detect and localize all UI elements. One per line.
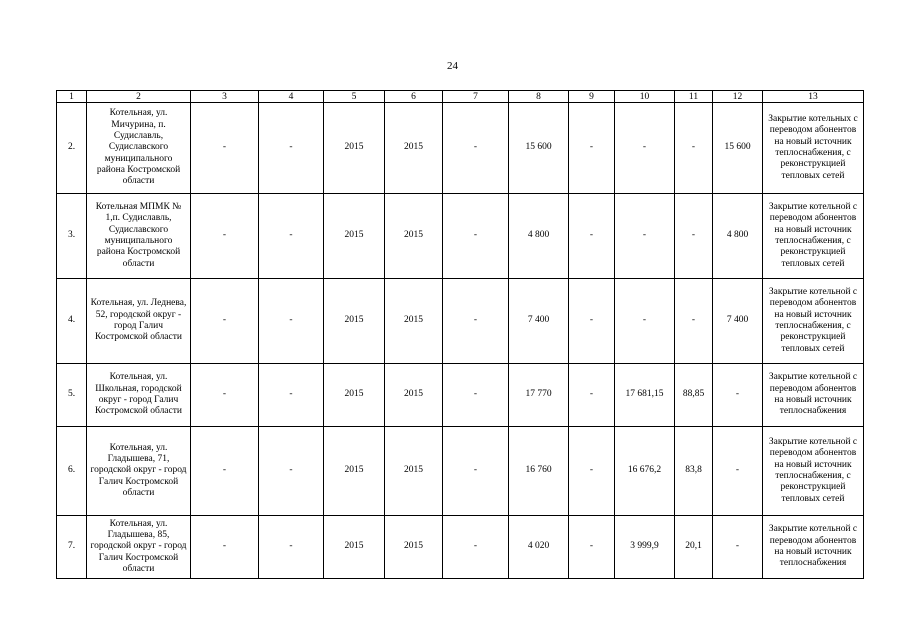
facility-name: Котельная, ул. Мичурина, п. Судиславль, Судиславского муниципального района Костромской области [87, 103, 191, 194]
table-cell: - [713, 364, 763, 427]
header-row [57, 91, 864, 103]
table-cell: - [675, 279, 713, 364]
table-row [57, 516, 864, 579]
table-row [57, 364, 864, 427]
table-cell: - [259, 279, 324, 364]
table-cell: - [713, 427, 763, 516]
total-amount: 16 760 [509, 427, 569, 516]
end-year: 2015 [385, 103, 443, 194]
table-cell: - [569, 194, 615, 279]
facility-name: Котельная, ул. Школьная, городской округ - город Галич Костромской области [87, 364, 191, 427]
table-cell: 88,85 [675, 364, 713, 427]
total-amount: 4 020 [509, 516, 569, 579]
action-description: Закрытие котельных с переводом абонентов на новый источник теплоснабжения, с реконструкцией тепловых сетей [763, 103, 864, 194]
row-number: 5. [57, 364, 87, 427]
table-cell: - [615, 194, 675, 279]
action-description: Закрытие котельной с переводом абонентов на новый источник теплоснабжения, с реконструкцией тепловых сетей [763, 194, 864, 279]
table-cell: - [569, 279, 615, 364]
table-cell: - [443, 427, 509, 516]
table-cell: 17 681,15 [615, 364, 675, 427]
table-cell: 20,1 [675, 516, 713, 579]
table-cell: - [569, 427, 615, 516]
table-cell: - [191, 516, 259, 579]
table-cell: - [191, 364, 259, 427]
row-number: 2. [57, 103, 87, 194]
table-row [57, 427, 864, 516]
column-header: 13 [763, 91, 864, 103]
table-cell: 7 400 [713, 279, 763, 364]
end-year: 2015 [385, 279, 443, 364]
row-number: 4. [57, 279, 87, 364]
start-year: 2015 [324, 427, 385, 516]
action-description: Закрытие котельной с переводом абонентов на новый источник теплоснабжения, с реконструкцией тепловых сетей [763, 279, 864, 364]
column-header: 7 [443, 91, 509, 103]
table-cell: - [675, 194, 713, 279]
table-cell: 15 600 [713, 103, 763, 194]
table-cell: - [191, 103, 259, 194]
table-cell: - [615, 279, 675, 364]
table-row [57, 279, 864, 364]
start-year: 2015 [324, 194, 385, 279]
column-header: 3 [191, 91, 259, 103]
table-cell: 83,8 [675, 427, 713, 516]
table-cell: - [259, 427, 324, 516]
table-cell: - [675, 103, 713, 194]
column-header: 10 [615, 91, 675, 103]
end-year: 2015 [385, 194, 443, 279]
table-row [57, 103, 864, 194]
facility-name: Котельная, ул. Гладышева, 71, городской округ - город Галич Костромской области [87, 427, 191, 516]
facility-name: Котельная, ул. Леднева, 52, городской округ - город Галич Костромской области [87, 279, 191, 364]
table-cell: - [443, 103, 509, 194]
start-year: 2015 [324, 364, 385, 427]
total-amount: 7 400 [509, 279, 569, 364]
total-amount: 17 770 [509, 364, 569, 427]
table-cell: 4 800 [713, 194, 763, 279]
table-cell: - [259, 364, 324, 427]
end-year: 2015 [385, 516, 443, 579]
action-description: Закрытие котельной с переводом абонентов на новый источник теплоснабжения [763, 364, 864, 427]
table-cell: - [259, 194, 324, 279]
column-header: 2 [87, 91, 191, 103]
end-year: 2015 [385, 427, 443, 516]
table-row [57, 194, 864, 279]
column-header: 6 [385, 91, 443, 103]
table-cell: - [443, 279, 509, 364]
end-year: 2015 [385, 364, 443, 427]
table-cell: - [443, 194, 509, 279]
facility-name: Котельная, ул. Гладышева, 85, городской округ - город Галич Костромской области [87, 516, 191, 579]
row-number: 3. [57, 194, 87, 279]
row-number: 6. [57, 427, 87, 516]
table-cell: - [259, 516, 324, 579]
start-year: 2015 [324, 516, 385, 579]
column-header: 1 [57, 91, 87, 103]
column-header: 8 [509, 91, 569, 103]
table-cell: - [191, 279, 259, 364]
table-cell: - [569, 103, 615, 194]
action-description: Закрытие котельной с переводом абонентов на новый источник теплоснабжения [763, 516, 864, 579]
column-header: 12 [713, 91, 763, 103]
table-cell: - [569, 516, 615, 579]
table-cell: - [443, 364, 509, 427]
start-year: 2015 [324, 103, 385, 194]
total-amount: 15 600 [509, 103, 569, 194]
table-cell: - [615, 103, 675, 194]
table-cell: - [191, 194, 259, 279]
table-cell: - [443, 516, 509, 579]
table-cell: 3 999,9 [615, 516, 675, 579]
table-cell: - [259, 103, 324, 194]
table-cell: - [713, 516, 763, 579]
table-cell: - [191, 427, 259, 516]
column-header: 11 [675, 91, 713, 103]
page-number: 24 [447, 60, 458, 72]
table-cell: - [569, 364, 615, 427]
row-number: 7. [57, 516, 87, 579]
table-cell: 16 676,2 [615, 427, 675, 516]
total-amount: 4 800 [509, 194, 569, 279]
facility-name: Котельная МПМК № 1,п. Судиславль, Судиславского муниципального района Костромской области [87, 194, 191, 279]
capital-projects-table [56, 90, 864, 579]
column-header: 4 [259, 91, 324, 103]
column-header: 9 [569, 91, 615, 103]
column-header: 5 [324, 91, 385, 103]
start-year: 2015 [324, 279, 385, 364]
action-description: Закрытие котельной с переводом абонентов на новый источник теплоснабжения, с реконструкцией тепловых сетей [763, 427, 864, 516]
